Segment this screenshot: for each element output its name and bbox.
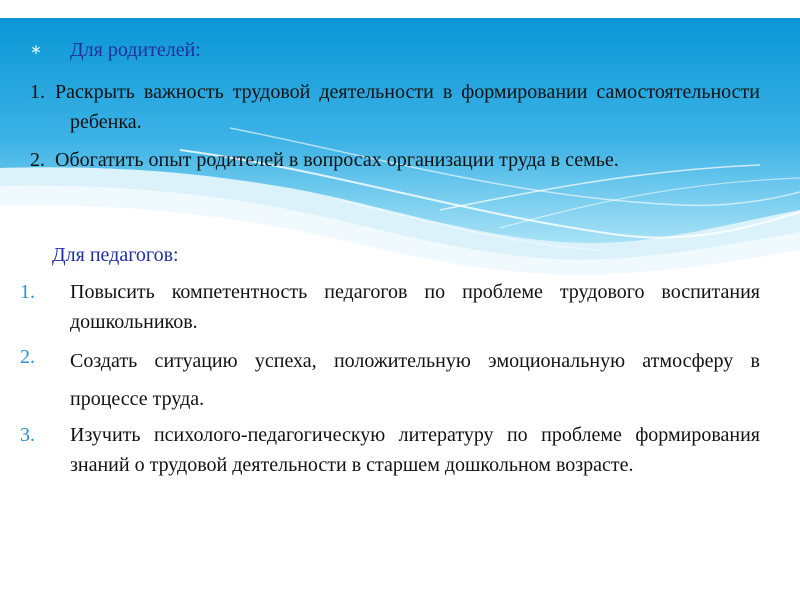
teachers-item-2-number: 2. — [20, 346, 35, 368]
parents-item-1-text — [55, 77, 760, 137]
teachers-item-3-text: Изучить психолого-педагогическую литературу по проблеме формирования знаний о трудовой деятельности в старшем дошкольном возрасте. — [70, 424, 760, 476]
star-bullet-icon: ∗ — [30, 42, 42, 58]
teachers-heading: Для педагогов: — [52, 244, 179, 266]
parents-item-2-number: 2. — [30, 149, 45, 171]
parents-heading: Для родителей: — [70, 39, 201, 61]
parents-item-2-text — [55, 145, 760, 175]
parents-item-2-label: Обогатить опыт родителей в вопросах организации труда в семье. — [55, 149, 619, 171]
teachers-item-2-text: Создать ситуацию успеха, положительную эмоциональную атмосферу в процессе труда. — [70, 350, 760, 410]
parents-item-1-label: Раскрыть важность трудовой деятельности в формировании самостоятельности ребенка. — [55, 81, 760, 133]
parents-item-1-number: 1. — [30, 81, 45, 103]
teachers-item-1-text: Повысить компетентность педагогов по проблеме трудового воспитания дошкольников. — [70, 281, 760, 333]
teachers-item-3-number: 3. — [20, 424, 35, 446]
teachers-item-1-number: 1. — [20, 281, 35, 303]
